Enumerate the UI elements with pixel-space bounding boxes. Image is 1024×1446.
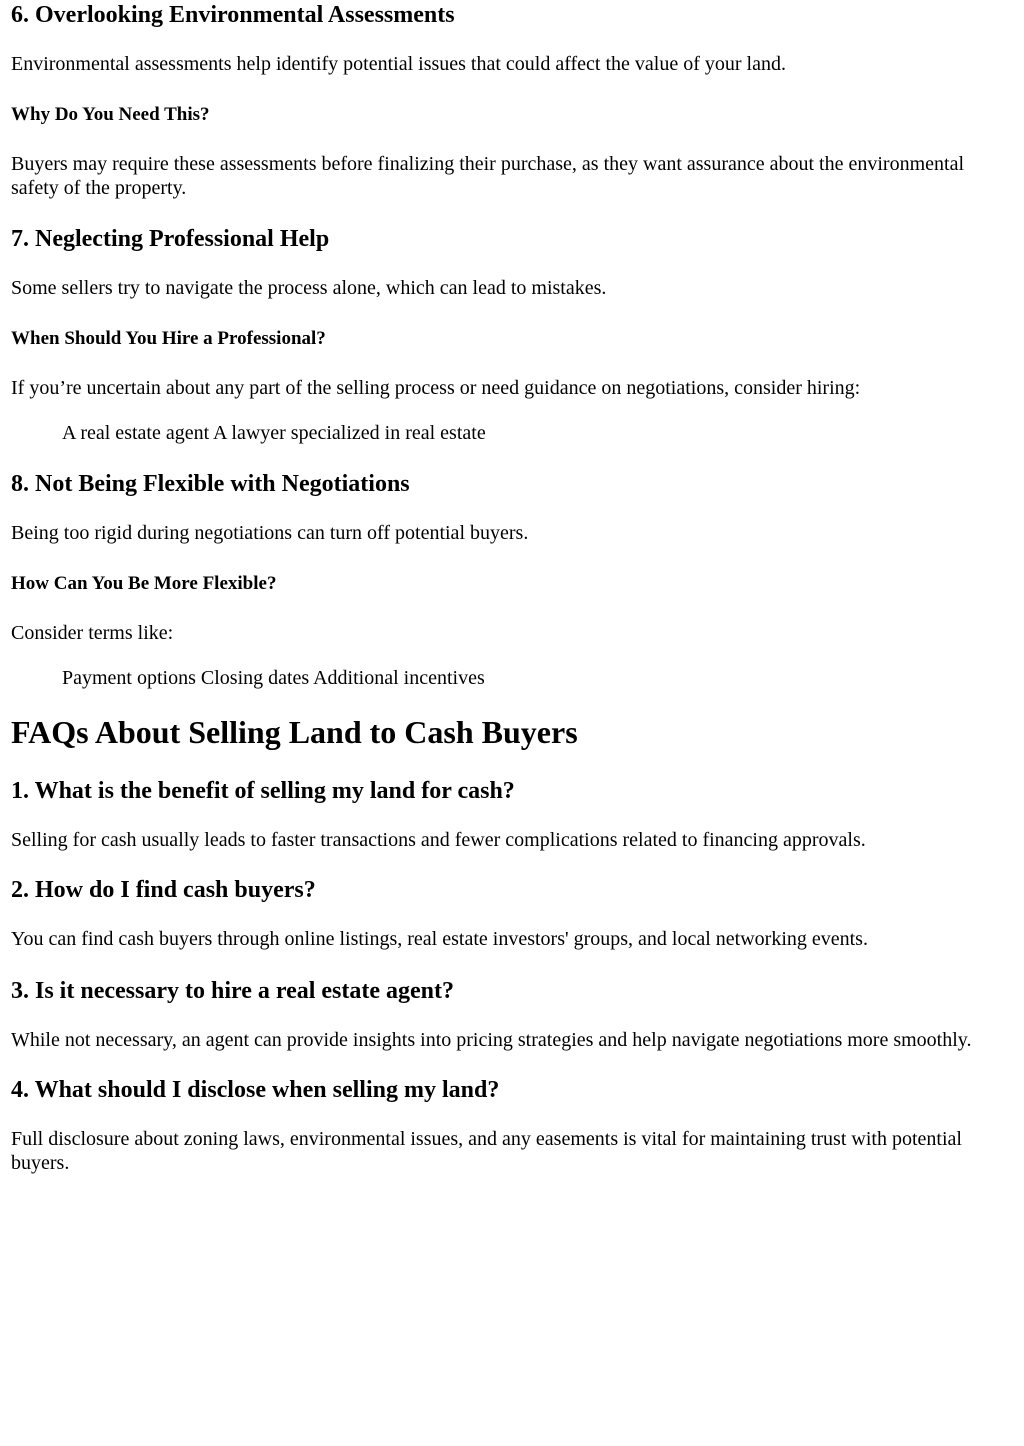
- section-subheading: How Can You Be More Flexible?: [11, 573, 277, 594]
- inline-list: A real estate agent A lawyer specialized in real estate: [62, 422, 486, 444]
- faq-question: 4. What should I disclose when selling my land?: [11, 1077, 500, 1103]
- section-body: Consider terms like:: [11, 622, 174, 644]
- section-subheading: When Should You Hire a Professional?: [11, 328, 326, 349]
- faq-answer: While not necessary, an agent can provide insights into pricing strategies and help navigate negotiations more smoothly.: [11, 1029, 972, 1051]
- section-heading: 7. Neglecting Professional Help: [11, 226, 330, 252]
- section-heading: 6. Overlooking Environmental Assessments: [11, 2, 455, 28]
- section-body: If you’re uncertain about any part of the selling process or need guidance on negotiations, consider hiring:: [11, 377, 861, 399]
- faq-question: 2. How do I find cash buyers?: [11, 877, 316, 903]
- faq-title: FAQs About Selling Land to Cash Buyers: [11, 714, 578, 750]
- section-subheading: Why Do You Need This?: [11, 104, 210, 125]
- faq-answer: Selling for cash usually leads to faster transactions and fewer complications related to financing approvals.: [11, 829, 866, 851]
- section-body: Buyers may require these assessments before finalizing their purchase, as they want assurance about the environmental safety of the property.: [11, 153, 965, 199]
- section-intro: Environmental assessments help identify potential issues that could affect the value of your land.: [11, 53, 786, 75]
- inline-list: Payment options Closing dates Additional incentives: [62, 667, 485, 689]
- faq-answer: Full disclosure about zoning laws, environmental issues, and any easements is vital for maintaining trust with potential buyers.: [11, 1128, 962, 1174]
- faq-question: 1. What is the benefit of selling my land for cash?: [11, 778, 515, 804]
- section-intro: Some sellers try to navigate the process alone, which can lead to mistakes.: [11, 277, 607, 299]
- section-heading: 8. Not Being Flexible with Negotiations: [11, 471, 410, 497]
- faq-question: 3. Is it necessary to hire a real estate agent?: [11, 978, 455, 1004]
- section-intro: Being too rigid during negotiations can turn off potential buyers.: [11, 522, 529, 544]
- faq-answer: You can find cash buyers through online listings, real estate investors' groups, and local networking events.: [11, 928, 868, 950]
